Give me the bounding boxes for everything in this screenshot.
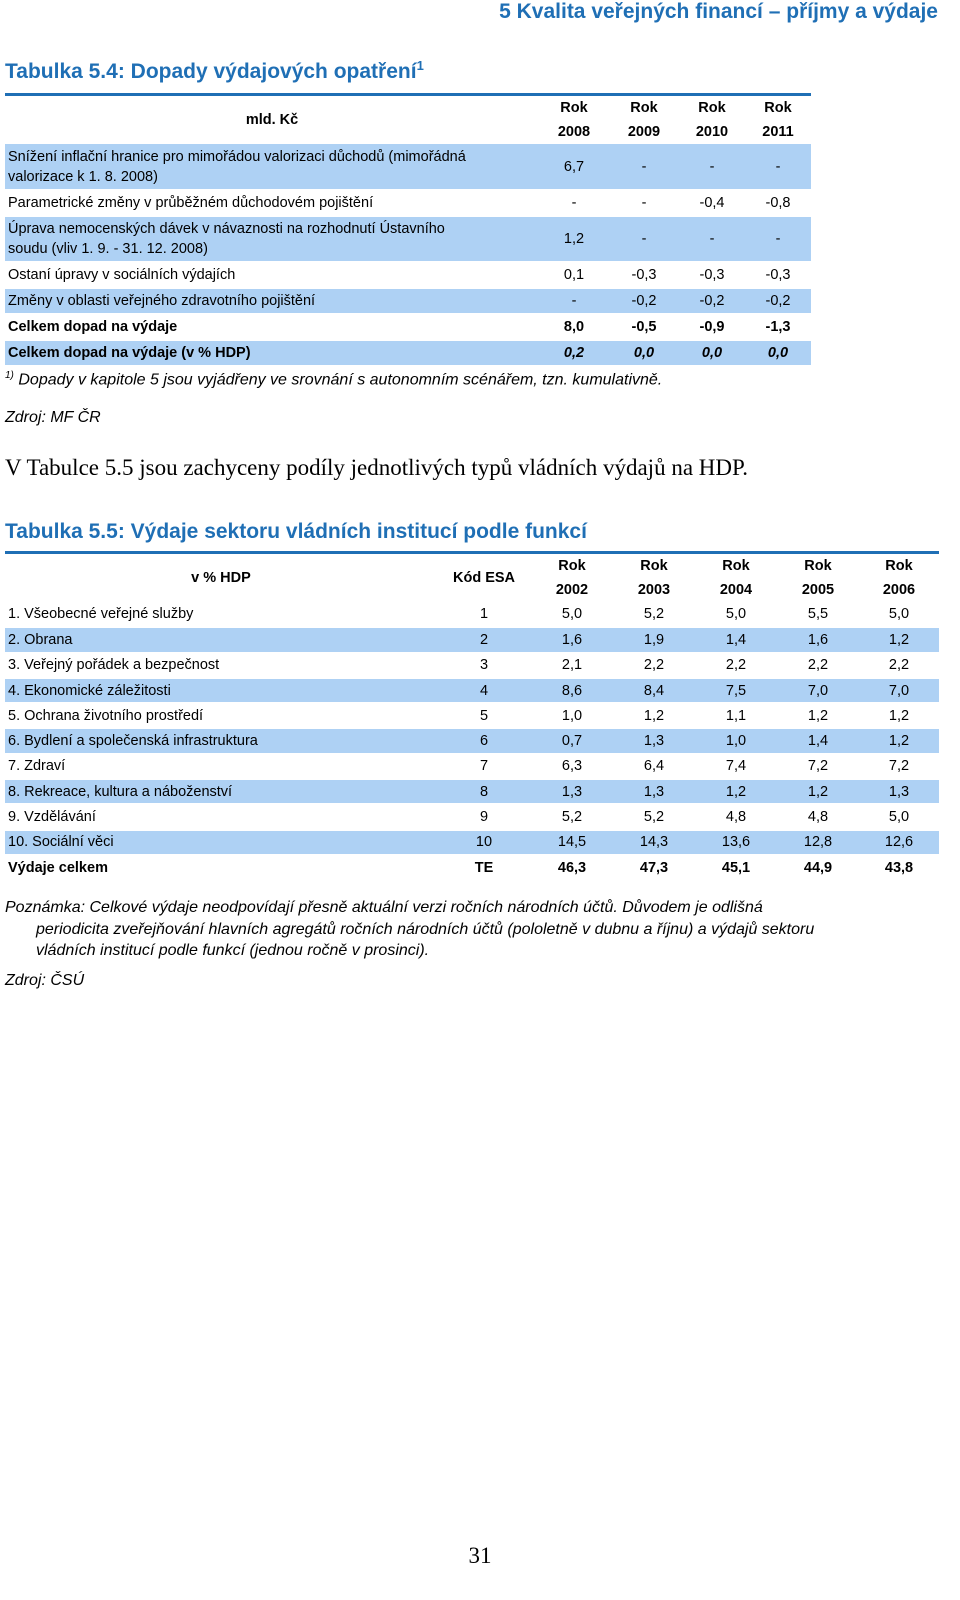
table1-cell: - bbox=[679, 216, 745, 262]
table1-title-sup: 1 bbox=[416, 58, 424, 73]
table1-cell: - bbox=[609, 144, 679, 190]
table1-row bbox=[5, 144, 811, 190]
table1-row-label-line: Ostaní úpravy v sociálních výdajích bbox=[8, 267, 236, 283]
table2-row bbox=[5, 678, 939, 703]
table1-year-label: Rok bbox=[560, 100, 588, 116]
table1-unit-label: mld. Kč bbox=[245, 112, 299, 128]
table2-cell: 7,4 bbox=[695, 754, 777, 779]
table2-row-code: 5 bbox=[437, 703, 531, 728]
table1-cell: -0,2 bbox=[745, 288, 811, 314]
table2-cell: 44,9 bbox=[777, 855, 859, 880]
table1-header-row bbox=[5, 96, 811, 120]
table2-cell: 7,0 bbox=[777, 678, 859, 703]
table1-cell: - bbox=[679, 144, 745, 190]
table2-note-line: vládních institucí podle funkcí (jednou ročně v prosinci). bbox=[36, 942, 430, 959]
table2-cell: 5,0 bbox=[859, 804, 939, 829]
table2-row bbox=[5, 830, 939, 855]
table2-note bbox=[5, 897, 939, 962]
table2-cell: 1,3 bbox=[531, 779, 613, 804]
table2-cell: 2,1 bbox=[531, 653, 613, 678]
table1-row-label-line: Celkem dopad na výdaje bbox=[8, 319, 178, 335]
table2-row-label: 10. Sociální věci bbox=[5, 830, 437, 855]
table1-row-label bbox=[5, 216, 539, 262]
table1-cell: - bbox=[609, 216, 679, 262]
table1 bbox=[5, 96, 811, 367]
table1-cell: -0,2 bbox=[609, 288, 679, 314]
table1-footnote-text: Dopady v kapitole 5 jsou vyjádřeny ve srovnání s autonomním scénářem, tzn. kumulativně. bbox=[18, 371, 663, 389]
table2-cell: 13,6 bbox=[695, 830, 777, 855]
table2-cell: 5,0 bbox=[695, 602, 777, 627]
table2 bbox=[5, 554, 939, 881]
table2-year-2003: 2003 bbox=[637, 582, 671, 598]
table2-cell: 7,5 bbox=[695, 678, 777, 703]
table2-cell: 1,2 bbox=[859, 728, 939, 753]
table2-cell: 6,3 bbox=[531, 754, 613, 779]
table1-year-label: Rok bbox=[764, 100, 792, 116]
table1-row bbox=[5, 288, 811, 314]
table1-title bbox=[5, 60, 424, 84]
table2-cell: 5,5 bbox=[777, 602, 859, 627]
table2-cell: 43,8 bbox=[859, 855, 939, 880]
table2-cell: 47,3 bbox=[613, 855, 695, 880]
table2-cell: 1,2 bbox=[613, 703, 695, 728]
table1-row-label bbox=[5, 314, 539, 340]
table1-cell: - bbox=[609, 190, 679, 216]
table2-cell: 45,1 bbox=[695, 855, 777, 880]
table2-row bbox=[5, 703, 939, 728]
table2-row-code: 9 bbox=[437, 804, 531, 829]
table1-row-label bbox=[5, 288, 539, 314]
table2-cell: 12,6 bbox=[859, 830, 939, 855]
table2-cell: 46,3 bbox=[531, 855, 613, 880]
table2-cell: 0,7 bbox=[531, 728, 613, 753]
table2-cell: 5,2 bbox=[531, 804, 613, 829]
table2-cell: 1,3 bbox=[613, 779, 695, 804]
table1-cell: -0,2 bbox=[679, 288, 745, 314]
body-paragraph: V Tabulce 5.5 jsou zachyceny podíly jednotlivých typů vládních výdajů na HDP. bbox=[5, 455, 748, 480]
table1-footnote-sup: 1) bbox=[5, 370, 14, 381]
table1-year-2011: 2011 bbox=[762, 124, 794, 140]
table2-cell: 8,4 bbox=[613, 678, 695, 703]
table2-cell: 1,3 bbox=[613, 728, 695, 753]
chapter-header: 5 Kvalita veřejných financí – příjmy a výdaje bbox=[499, 0, 938, 23]
table2-year-label: Rok bbox=[722, 558, 750, 574]
table2-cell: 4,8 bbox=[695, 804, 777, 829]
table2-row-label: 5. Ochrana životního prostředí bbox=[5, 703, 437, 728]
table2-row-code: 10 bbox=[437, 830, 531, 855]
table1-cell: - bbox=[539, 288, 609, 314]
table2-header-row bbox=[5, 554, 939, 578]
table2-unit-label: v % HDP bbox=[191, 570, 251, 586]
table2-cell: 1,2 bbox=[777, 779, 859, 804]
table2-cell: 1,1 bbox=[695, 703, 777, 728]
table2-cell: 6,4 bbox=[613, 754, 695, 779]
table2-cell: 5,2 bbox=[613, 602, 695, 627]
table1-cell: -0,3 bbox=[679, 262, 745, 288]
table2-cell: 1,6 bbox=[777, 627, 859, 652]
table1-row-label-line: Úprava nemocenských dávek v návaznosti na rozhodnutí Ústavního bbox=[8, 221, 445, 237]
table1-cell: -0,5 bbox=[609, 314, 679, 340]
table2-source: Zdroj: ČSÚ bbox=[5, 972, 85, 989]
table2-row-code: 8 bbox=[437, 779, 531, 804]
table1-year-2008: 2008 bbox=[557, 124, 591, 140]
table2-cell: 4,8 bbox=[777, 804, 859, 829]
table2-row-code: 1 bbox=[437, 602, 531, 627]
table2-row-label: 3. Veřejný pořádek a bezpečnost bbox=[5, 653, 437, 678]
table1-year-2009: 2009 bbox=[627, 124, 661, 140]
table2-title: Tabulka 5.5: Výdaje sektoru vládních institucí podle funkcí bbox=[5, 520, 587, 543]
table1-row-label-line: Snížení inflační hranice pro mimořádou valorizaci důchodů (mimořádná bbox=[8, 148, 466, 165]
table1-year-2010: 2010 bbox=[695, 124, 729, 140]
table2-row-code: 6 bbox=[437, 728, 531, 753]
table2-row bbox=[5, 728, 939, 753]
table1-row bbox=[5, 216, 811, 262]
table1-cell: -0,9 bbox=[679, 314, 745, 340]
table2-cell: 1,2 bbox=[695, 779, 777, 804]
table2-cell: 1,4 bbox=[777, 728, 859, 753]
table2-row-label: 2. Obrana bbox=[5, 627, 437, 652]
table2-year-label: Rok bbox=[558, 558, 586, 574]
table2-year-2006: 2006 bbox=[882, 582, 916, 598]
table1-row-label-line: Celkem dopad na výdaje (v % HDP) bbox=[8, 345, 251, 361]
table1-cell: -1,3 bbox=[745, 314, 811, 340]
table2-year-label: Rok bbox=[804, 558, 832, 574]
table2-year-label: Rok bbox=[885, 558, 913, 574]
table2-note-line: Poznámka: Celkové výdaje neodpovídají přesně aktuální verzi ročních národních účtů. Důvodem je odlišná bbox=[5, 899, 763, 916]
table1-row-label-line: soudu (vliv 1. 9. - 31. 12. 2008) bbox=[8, 241, 208, 257]
table2-cell: 1,6 bbox=[531, 627, 613, 652]
table2-row-label: 4. Ekonomické záležitosti bbox=[5, 678, 437, 703]
table1-row-label-line: valorizace k 1. 8. 2008) bbox=[8, 168, 158, 185]
table2-row-code: TE bbox=[437, 855, 531, 880]
table2-row bbox=[5, 855, 939, 880]
table1-year-label: Rok bbox=[630, 100, 658, 116]
table2-row-label: 9. Vzdělávání bbox=[5, 804, 437, 829]
table2-year-2002: 2002 bbox=[555, 582, 589, 598]
table1-cell: - bbox=[539, 190, 609, 216]
table2-row-code: 4 bbox=[437, 678, 531, 703]
table2-cell: 7,2 bbox=[777, 754, 859, 779]
table2-cell: 2,2 bbox=[613, 653, 695, 678]
table2-row-code: 3 bbox=[437, 653, 531, 678]
table2-cell: 1,0 bbox=[531, 703, 613, 728]
table1-cell: - bbox=[745, 144, 811, 190]
table1-cell: -0,4 bbox=[679, 190, 745, 216]
table1-source: Zdroj: MF ČR bbox=[5, 409, 101, 426]
table1-cell: 0,2 bbox=[539, 340, 609, 366]
table2-row bbox=[5, 627, 939, 652]
table1-row-label bbox=[5, 144, 539, 190]
table2-cell: 8,6 bbox=[531, 678, 613, 703]
table2-code-header: Kód ESA bbox=[452, 570, 516, 586]
table1-cell: 0,0 bbox=[679, 340, 745, 366]
table2-row-code: 7 bbox=[437, 754, 531, 779]
table2-cell: 1,2 bbox=[859, 627, 939, 652]
table2-cell: 7,0 bbox=[859, 678, 939, 703]
table1-cell: 0,0 bbox=[609, 340, 679, 366]
table2-cell: 1,2 bbox=[777, 703, 859, 728]
table1-row-label bbox=[5, 340, 539, 366]
table1-row-label bbox=[5, 262, 539, 288]
table1-cell: 1,2 bbox=[539, 216, 609, 262]
table1-row-label-line: Parametrické změny v průběžném důchodovém pojištění bbox=[8, 195, 374, 211]
table2-cell: 1,4 bbox=[695, 627, 777, 652]
table2-row-code: 2 bbox=[437, 627, 531, 652]
table2-cell: 12,8 bbox=[777, 830, 859, 855]
table2-row-label: 8. Rekreace, kultura a náboženství bbox=[5, 779, 437, 804]
table2-cell: 1,9 bbox=[613, 627, 695, 652]
table1-footnote bbox=[5, 370, 662, 389]
table1-row bbox=[5, 340, 811, 366]
table1-row-label bbox=[5, 190, 539, 216]
table1-year-label: Rok bbox=[698, 100, 726, 116]
table2-row-label: Výdaje celkem bbox=[5, 855, 437, 880]
table1-cell: -0,8 bbox=[745, 190, 811, 216]
table2-row bbox=[5, 779, 939, 804]
table2-year-2004: 2004 bbox=[719, 582, 753, 598]
table2-row bbox=[5, 653, 939, 678]
table1-cell: 8,0 bbox=[539, 314, 609, 340]
table2-row-label: 1. Všeobecné veřejné služby bbox=[5, 602, 437, 627]
table1-cell: - bbox=[745, 216, 811, 262]
table1-row bbox=[5, 314, 811, 340]
table1-row bbox=[5, 262, 811, 288]
table2-cell: 14,5 bbox=[531, 830, 613, 855]
table2-cell: 7,2 bbox=[859, 754, 939, 779]
table2-year-2005: 2005 bbox=[801, 582, 835, 598]
table2-row bbox=[5, 804, 939, 829]
table2-note-line: periodicita zveřejňování hlavních agregátů ročních národních účtů (pololetně v dubnu a říjnu) a výdajů sektoru bbox=[36, 920, 815, 938]
table1-title-text: Tabulka 5.4: Dopady výdajových opatření bbox=[5, 60, 417, 83]
table2-row-label: 6. Bydlení a společenská infrastruktura bbox=[5, 728, 437, 753]
table1-row-label-line: Změny v oblasti veřejného zdravotního pojištění bbox=[8, 293, 316, 309]
table2-row bbox=[5, 602, 939, 627]
table2-year-label: Rok bbox=[640, 558, 668, 574]
table2-cell: 5,0 bbox=[859, 602, 939, 627]
table2-cell: 1,2 bbox=[859, 703, 939, 728]
table2-cell: 2,2 bbox=[777, 653, 859, 678]
table2-row-label: 7. Zdraví bbox=[5, 754, 437, 779]
table1-row bbox=[5, 190, 811, 216]
table2-cell: 5,2 bbox=[613, 804, 695, 829]
table2-cell: 14,3 bbox=[613, 830, 695, 855]
page-number: 31 bbox=[468, 1543, 492, 1568]
table1-cell: 0,0 bbox=[745, 340, 811, 366]
table1-cell: 0,1 bbox=[539, 262, 609, 288]
table2-cell: 5,0 bbox=[531, 602, 613, 627]
table1-cell: -0,3 bbox=[609, 262, 679, 288]
table2-cell: 1,0 bbox=[695, 728, 777, 753]
table1-cell: 6,7 bbox=[539, 144, 609, 190]
table2-cell: 1,3 bbox=[859, 779, 939, 804]
table2-cell: 2,2 bbox=[695, 653, 777, 678]
table2-row bbox=[5, 754, 939, 779]
table2-cell: 2,2 bbox=[859, 653, 939, 678]
table1-cell: -0,3 bbox=[745, 262, 811, 288]
